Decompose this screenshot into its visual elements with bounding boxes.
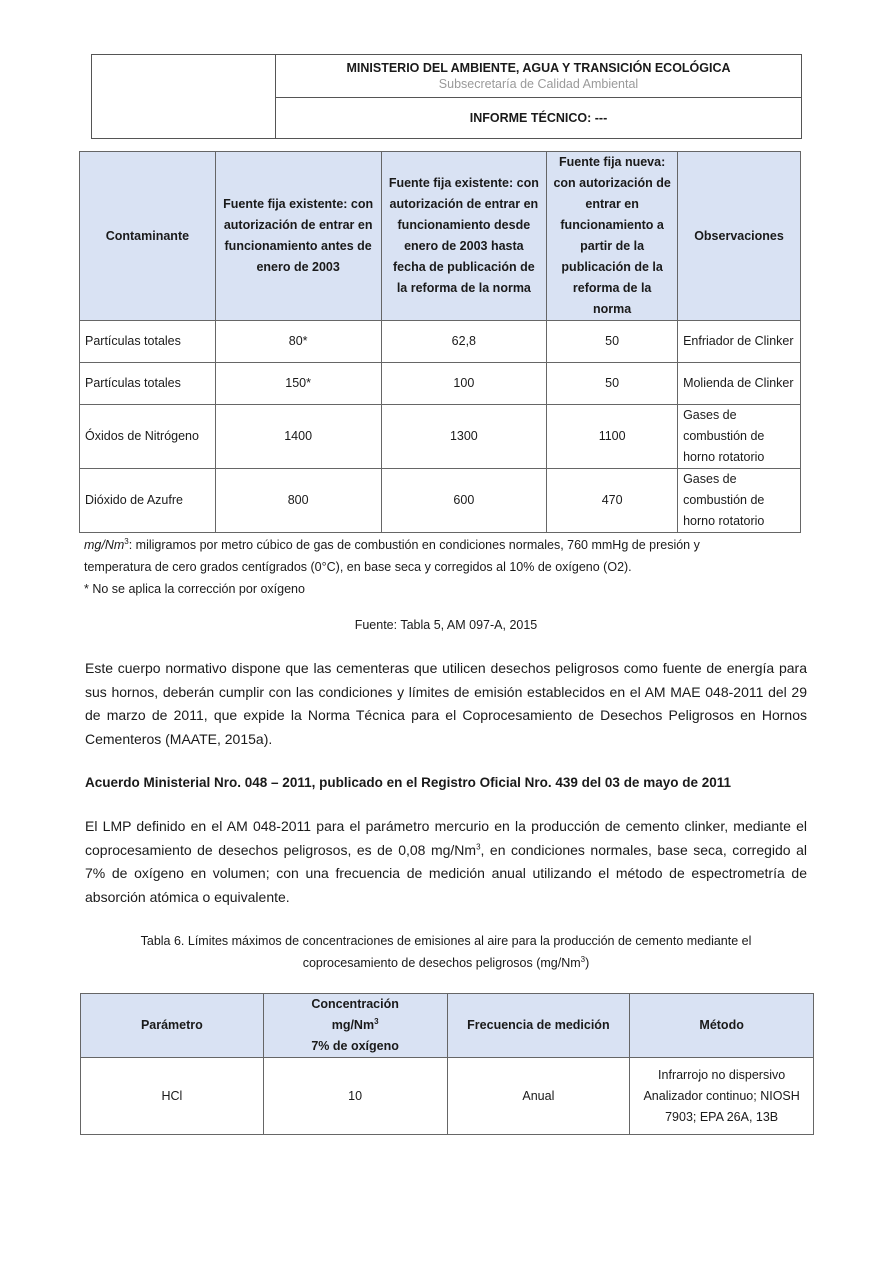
cell-observacion: Molienda de Clinker <box>678 363 801 405</box>
conc-line-1: Concentración <box>311 997 399 1011</box>
caption-line-2: coprocesamiento de desechos peligrosos (mg/Nm <box>302 956 581 970</box>
cell-value: 62,8 <box>381 321 547 363</box>
cell-observacion: Gases de combustión de horno rotatorio <box>678 405 801 469</box>
header-observaciones: Observaciones <box>678 152 801 321</box>
cell-value: 800 <box>215 469 381 533</box>
header-existente-desde-2003: Fuente fija existente: con autorización de entrar en funcionamiento desde enero de 2003 hasta fecha de publicación de la reforma de la norma <box>381 152 547 321</box>
header-report-cell <box>276 98 801 138</box>
report-title: INFORME TÉCNICO: --- <box>469 111 608 125</box>
paragraph-lmp-mercurio <box>85 815 807 909</box>
conc-line-2: mg/Nm <box>331 1018 375 1032</box>
cell-value: 50 <box>547 363 678 405</box>
cell-value: 470 <box>547 469 678 533</box>
cell-observacion: Enfriador de Clinker <box>678 321 801 363</box>
cell-contaminante: Óxidos de Nitrógeno <box>80 405 216 469</box>
cell-value: 50 <box>547 321 678 363</box>
header-fuente-nueva: Fuente fija nueva: con autorización de entrar en funcionamiento a partir de la publicación de la reforma de la norma <box>547 152 678 321</box>
para2-sup: 3 <box>476 841 481 851</box>
logo-cell <box>92 55 276 138</box>
table6-caption <box>0 930 892 974</box>
metodo-line-1: Infrarrojo no dispersivo <box>658 1067 786 1082</box>
cell-value: 100 <box>381 363 547 405</box>
cell-observacion: Gases de combustión de horno rotatorio <box>678 469 801 533</box>
table-header-row <box>80 152 801 321</box>
cell-value: 80* <box>215 321 381 363</box>
document-header <box>91 54 802 139</box>
cell-concentracion: 10 <box>263 1058 447 1135</box>
cell-value: 150* <box>215 363 381 405</box>
cell-value: 600 <box>381 469 547 533</box>
table-row <box>81 1058 814 1135</box>
metodo-line-3: 7903; EPA 26A, 13B <box>665 1109 779 1124</box>
cell-frecuencia: Anual <box>447 1058 630 1135</box>
cell-contaminante: Partículas totales <box>80 363 216 405</box>
ministry-name: MINISTERIO DEL AMBIENTE, AGUA Y TRANSICIÓN ECOLÓGICA <box>346 61 731 75</box>
table5-source: Fuente: Tabla 5, AM 097-A, 2015 <box>354 618 538 632</box>
para2-text-1: El LMP definido en el AM 048-2011 para el parámetro mercurio en la producción de cemento clinker, mediante el coprocesamiento de desechos peligrosos, es de 0,08 mg/Nm <box>85 818 807 858</box>
cell-contaminante: Dióxido de Azufre <box>80 469 216 533</box>
header-parametro: Parámetro <box>81 994 264 1058</box>
emission-limits-table-6 <box>80 993 814 1135</box>
caption-line-1: Tabla 6. Límites máximos de concentraciones de emisiones al aire para la producción de cemento mediante el <box>140 934 752 948</box>
para2-text-2: , en condiciones normales, base seca, corregido al 7% de oxígeno en volumen; con una frecuencia de medición anual utilizando el método de espectrometría de absorción atómica o equivalente. <box>85 841 807 905</box>
conc-line-3: 7% de oxígeno <box>311 1039 399 1053</box>
header-frecuencia: Frecuencia de medición <box>447 994 630 1058</box>
section-heading-am-048: Acuerdo Ministerial Nro. 048 – 2011, publicado en el Registro Oficial Nro. 439 del 03 de mayo de 2011 <box>85 775 732 790</box>
note-text-1: : miligramos por metro cúbico de gas de combustión en condiciones normales, 760 mmHg de presión y <box>128 538 700 552</box>
cell-parametro: HCl <box>81 1058 264 1135</box>
asterisk-note: * No se aplica la corrección por oxígeno <box>84 582 305 596</box>
caption-sup: 3 <box>580 954 586 964</box>
header-ministry-cell <box>276 55 801 98</box>
cell-value: 1300 <box>381 405 547 469</box>
emission-limits-table-5 <box>79 151 801 533</box>
conc-sup: 3 <box>374 1016 379 1026</box>
subsecretaria-name: Subsecretaría de Calidad Ambiental <box>438 77 639 91</box>
cell-value: 1400 <box>215 405 381 469</box>
metodo-line-2: Analizador continuo; NIOSH <box>643 1088 800 1103</box>
cell-value: 1100 <box>547 405 678 469</box>
table-row <box>80 469 801 533</box>
table-row <box>80 363 801 405</box>
unit-sup: 3 <box>124 536 129 546</box>
caption-end: ) <box>585 956 590 970</box>
table-header-row <box>81 994 814 1058</box>
cell-contaminante: Partículas totales <box>80 321 216 363</box>
table-row <box>80 405 801 469</box>
paragraph-cementeras: Este cuerpo normativo dispone que las cementeras que utilicen desechos peligrosos como fuente de energía para sus hornos, deberán cumplir con las condiciones y límites de emisión establecidos en el AM MAE 048-2011 del 29 de marzo de 2011, que expide la Norma Técnica para el Coprocesamiento de Desechos Peligrosos en Hornos Cementeros (MAATE, 2015a). <box>85 660 807 747</box>
note-text-2: temperatura de cero grados centígrados (0°C), en base seca y corregidos al 10% de oxígeno (O2). <box>84 560 632 574</box>
header-contaminante: Contaminante <box>80 152 216 321</box>
unit-label: mg/Nm <box>84 538 125 552</box>
table-row <box>80 321 801 363</box>
header-existente-antes-2003: Fuente fija existente: con autorización de entrar en funcionamiento antes de enero de 2003 <box>215 152 381 321</box>
header-metodo: Método <box>630 994 814 1058</box>
cell-metodo <box>630 1058 814 1135</box>
header-concentracion <box>263 994 447 1058</box>
table5-unit-note <box>84 534 700 600</box>
